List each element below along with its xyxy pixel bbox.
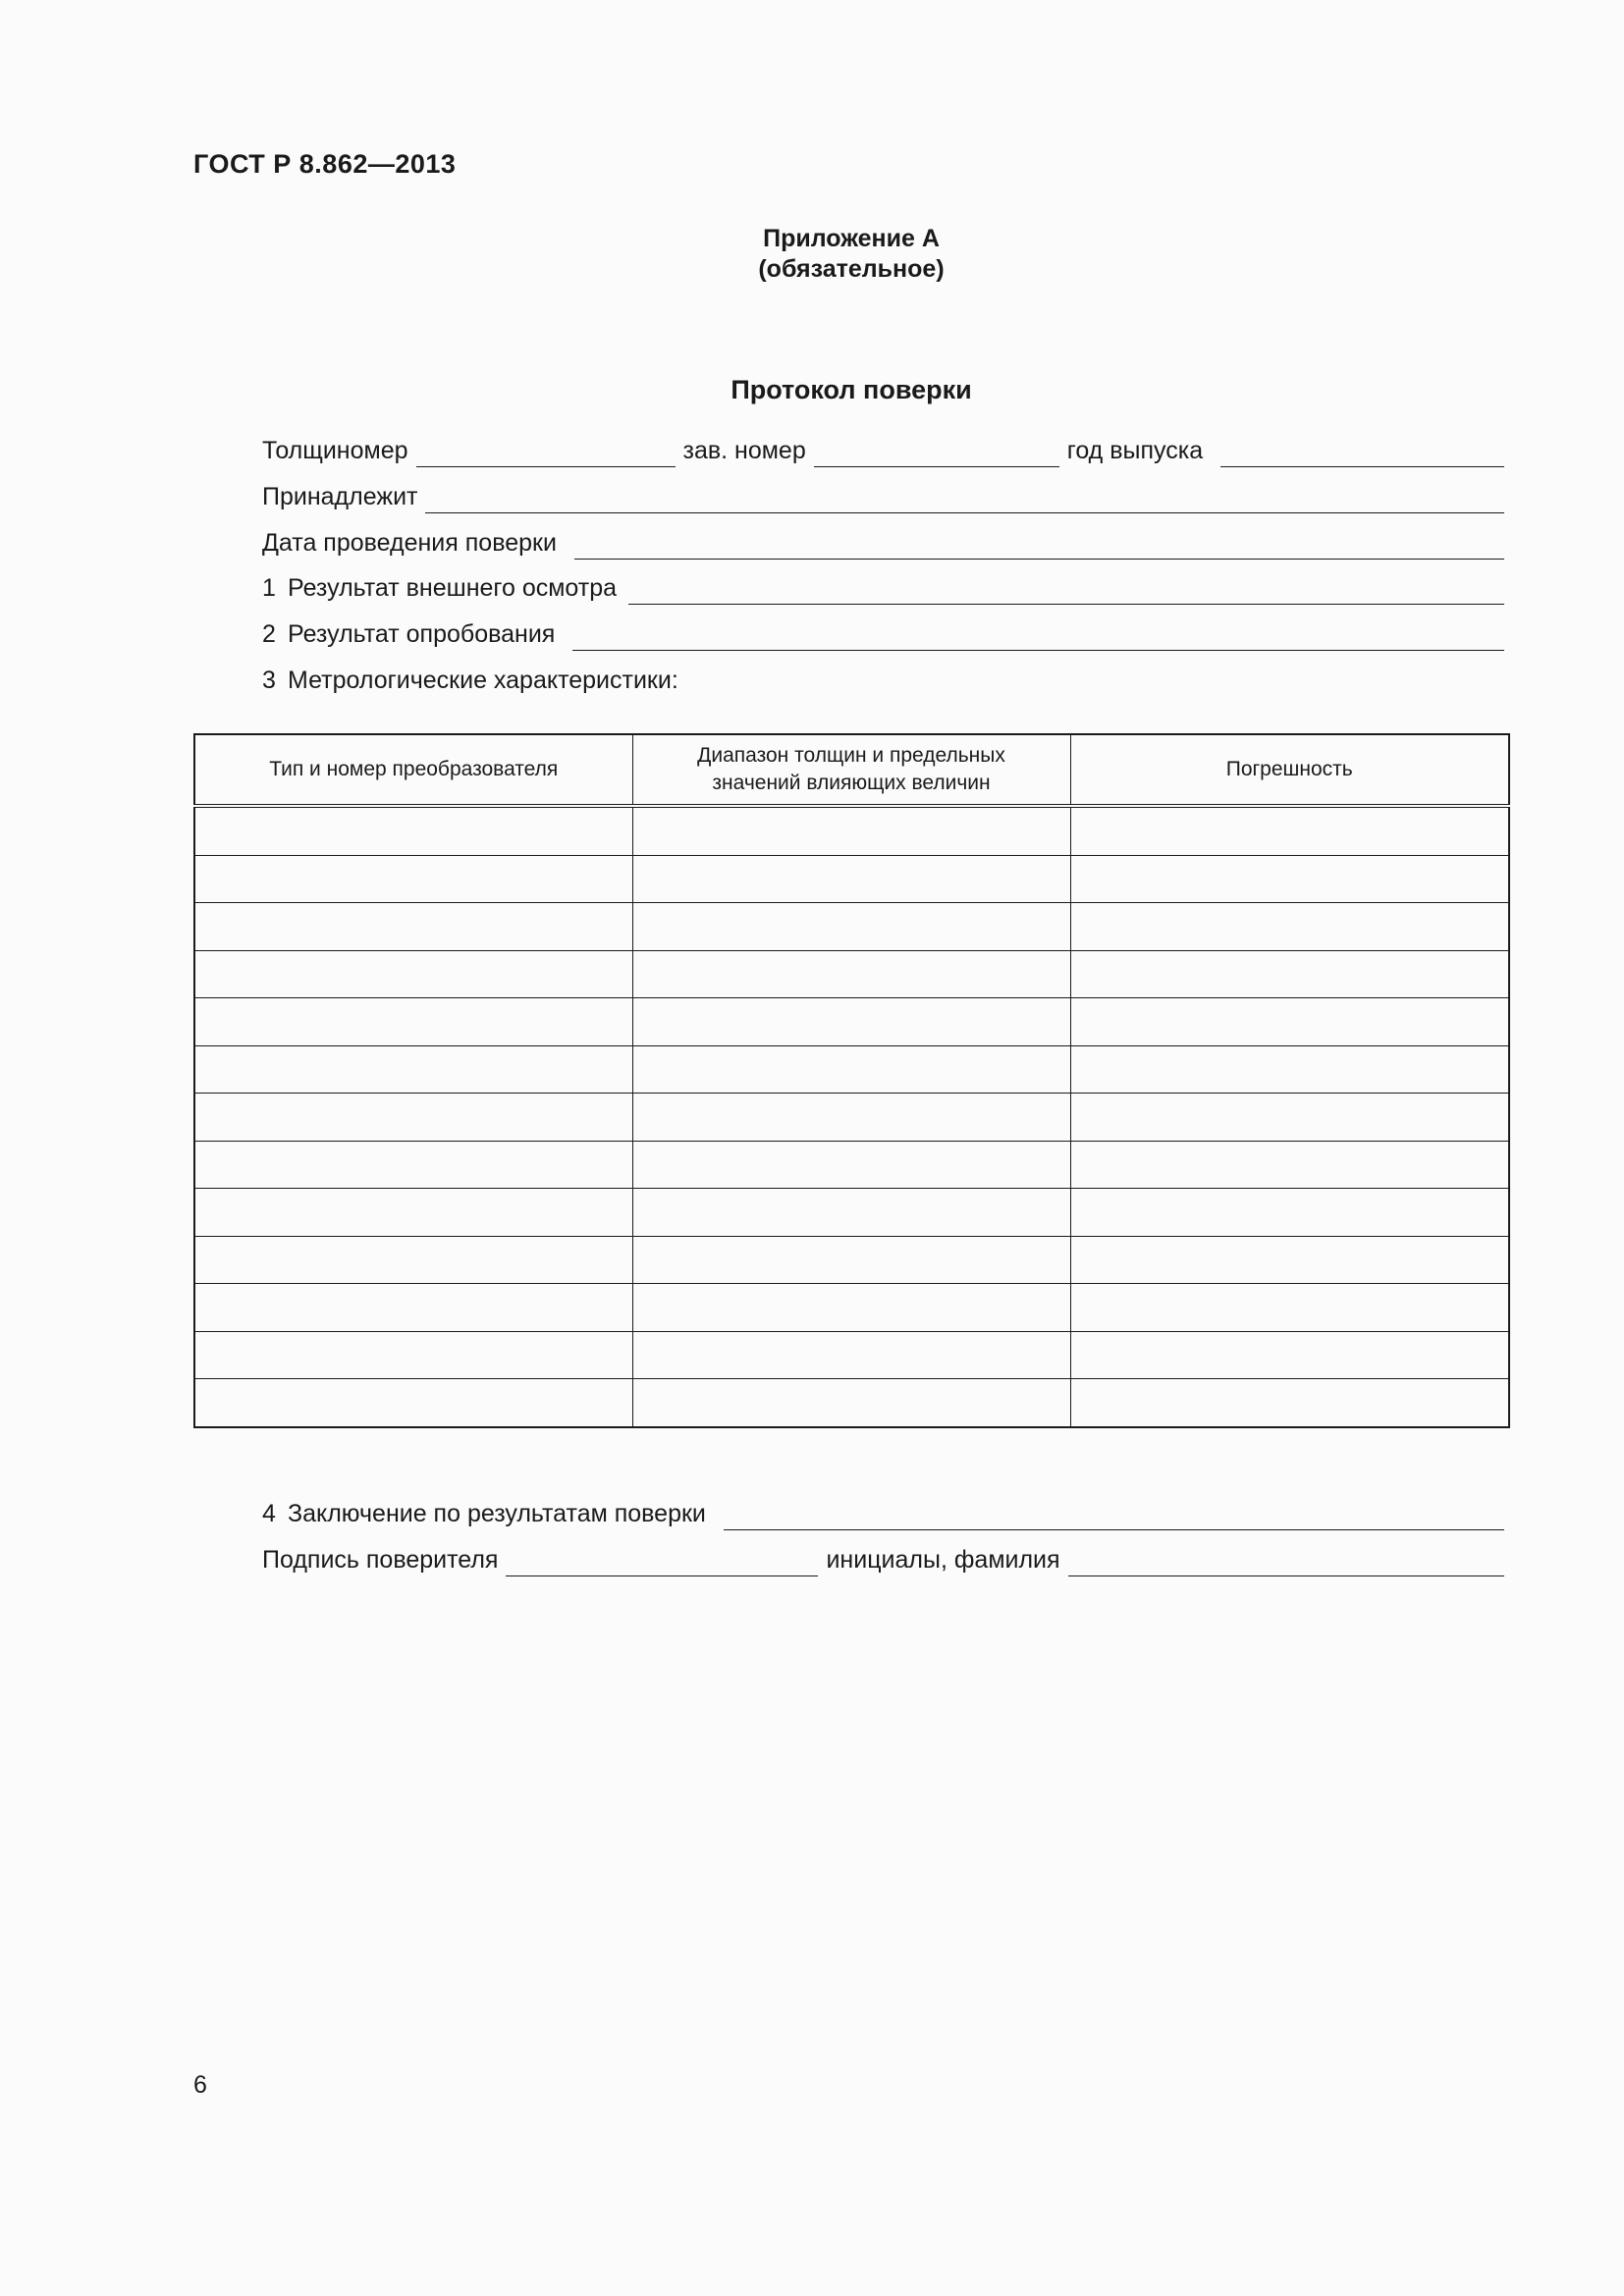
serial-label: зав. номер bbox=[682, 437, 806, 464]
appendix-heading bbox=[0, 224, 1624, 285]
item1-row bbox=[262, 571, 1504, 605]
gauge-row bbox=[262, 434, 1504, 467]
table-cell[interactable] bbox=[1070, 806, 1509, 855]
item1-number: 1 bbox=[262, 574, 276, 602]
table-cell[interactable] bbox=[1070, 1236, 1509, 1284]
table-cell[interactable] bbox=[632, 903, 1070, 951]
table-row bbox=[194, 806, 1509, 855]
table-row bbox=[194, 1094, 1509, 1142]
owner-label: Принадлежит bbox=[262, 483, 418, 510]
table-row bbox=[194, 1189, 1509, 1237]
initials-label: инициалы, фамилия bbox=[826, 1546, 1060, 1574]
table-cell[interactable] bbox=[1070, 1045, 1509, 1094]
table-row bbox=[194, 1236, 1509, 1284]
year-field[interactable] bbox=[1220, 441, 1504, 467]
page-number: 6 bbox=[193, 2071, 207, 2099]
table-cell[interactable] bbox=[632, 1236, 1070, 1284]
item4-row bbox=[262, 1497, 1504, 1530]
table-cell[interactable] bbox=[1070, 998, 1509, 1046]
date-field[interactable] bbox=[574, 533, 1504, 560]
table-cell[interactable] bbox=[632, 950, 1070, 998]
table-cell[interactable] bbox=[632, 1094, 1070, 1142]
item3-row bbox=[262, 664, 1504, 697]
table-cell[interactable] bbox=[1070, 1189, 1509, 1237]
table-cell[interactable] bbox=[632, 1379, 1070, 1427]
table-row bbox=[194, 998, 1509, 1046]
table-cell[interactable] bbox=[1070, 903, 1509, 951]
serial-field[interactable] bbox=[814, 441, 1059, 467]
owner-field[interactable] bbox=[425, 487, 1504, 513]
signature-label: Подпись поверителя bbox=[262, 1546, 499, 1574]
gauge-field[interactable] bbox=[416, 441, 676, 467]
initials-field[interactable] bbox=[1068, 1550, 1504, 1576]
table-cell[interactable] bbox=[1070, 1141, 1509, 1189]
table-cell[interactable] bbox=[1070, 1094, 1509, 1142]
table-row bbox=[194, 950, 1509, 998]
table-cell[interactable] bbox=[1070, 1284, 1509, 1332]
table-cell[interactable] bbox=[632, 1141, 1070, 1189]
table-cell[interactable] bbox=[194, 950, 632, 998]
header-thickness-range: Диапазон толщин и предельных значений влияющих величин bbox=[632, 734, 1070, 806]
table-cell[interactable] bbox=[632, 855, 1070, 903]
gauge-label: Толщиномер bbox=[262, 437, 408, 464]
table-cell[interactable] bbox=[194, 1189, 632, 1237]
item1-label: Результат внешнего осмотра bbox=[288, 574, 618, 602]
table-cell[interactable] bbox=[632, 998, 1070, 1046]
table-row bbox=[194, 1045, 1509, 1094]
date-label: Дата проведения поверки bbox=[262, 529, 557, 557]
table-cell[interactable] bbox=[194, 903, 632, 951]
signature-field[interactable] bbox=[506, 1550, 818, 1576]
table-cell[interactable] bbox=[1070, 1379, 1509, 1427]
table-cell[interactable] bbox=[632, 806, 1070, 855]
date-row bbox=[262, 526, 1504, 560]
item4-number: 4 bbox=[262, 1500, 276, 1527]
item1-field[interactable] bbox=[628, 578, 1504, 605]
table-cell[interactable] bbox=[1070, 855, 1509, 903]
table-cell[interactable] bbox=[194, 1284, 632, 1332]
table-cell[interactable] bbox=[194, 1331, 632, 1379]
table-cell[interactable] bbox=[632, 1189, 1070, 1237]
item4-label: Заключение по результатам поверки bbox=[288, 1500, 706, 1527]
signature-row bbox=[262, 1543, 1504, 1576]
table-cell[interactable] bbox=[632, 1331, 1070, 1379]
owner-row bbox=[262, 480, 1504, 513]
item3-number: 3 bbox=[262, 667, 276, 694]
item2-number: 2 bbox=[262, 620, 276, 648]
table-row bbox=[194, 1379, 1509, 1427]
table-row bbox=[194, 903, 1509, 951]
table-row bbox=[194, 1284, 1509, 1332]
table-cell[interactable] bbox=[1070, 1331, 1509, 1379]
standard-code: ГОСТ Р 8.862—2013 bbox=[193, 149, 457, 179]
appendix-title: Приложение А bbox=[763, 225, 940, 252]
item2-field[interactable] bbox=[572, 624, 1504, 651]
table-body bbox=[194, 806, 1509, 1427]
table-row bbox=[194, 1141, 1509, 1189]
table-cell[interactable] bbox=[194, 806, 632, 855]
appendix-kind: (обязательное) bbox=[758, 255, 945, 283]
table-cell[interactable] bbox=[194, 1045, 632, 1094]
year-label: год выпуска bbox=[1066, 437, 1204, 464]
table-cell[interactable] bbox=[194, 1141, 632, 1189]
table-cell[interactable] bbox=[194, 998, 632, 1046]
table-cell[interactable] bbox=[632, 1045, 1070, 1094]
header-transducer: Тип и номер преобразователя bbox=[194, 734, 632, 806]
table-cell[interactable] bbox=[194, 1094, 632, 1142]
table-cell[interactable] bbox=[632, 1284, 1070, 1332]
table-cell[interactable] bbox=[1070, 950, 1509, 998]
table-header-row bbox=[194, 734, 1509, 806]
table-cell[interactable] bbox=[194, 855, 632, 903]
item4-field[interactable] bbox=[724, 1504, 1504, 1530]
table-cell[interactable] bbox=[194, 1379, 632, 1427]
item2-label: Результат опробования bbox=[288, 620, 556, 648]
table-row bbox=[194, 1331, 1509, 1379]
header-error: Погрешность bbox=[1070, 734, 1509, 806]
metrology-table bbox=[193, 733, 1510, 1428]
item2-row bbox=[262, 617, 1504, 651]
item3-label: Метрологические характеристики: bbox=[288, 667, 678, 694]
protocol-title: Протокол поверки bbox=[731, 375, 972, 404]
table-row bbox=[194, 855, 1509, 903]
table-cell[interactable] bbox=[194, 1236, 632, 1284]
